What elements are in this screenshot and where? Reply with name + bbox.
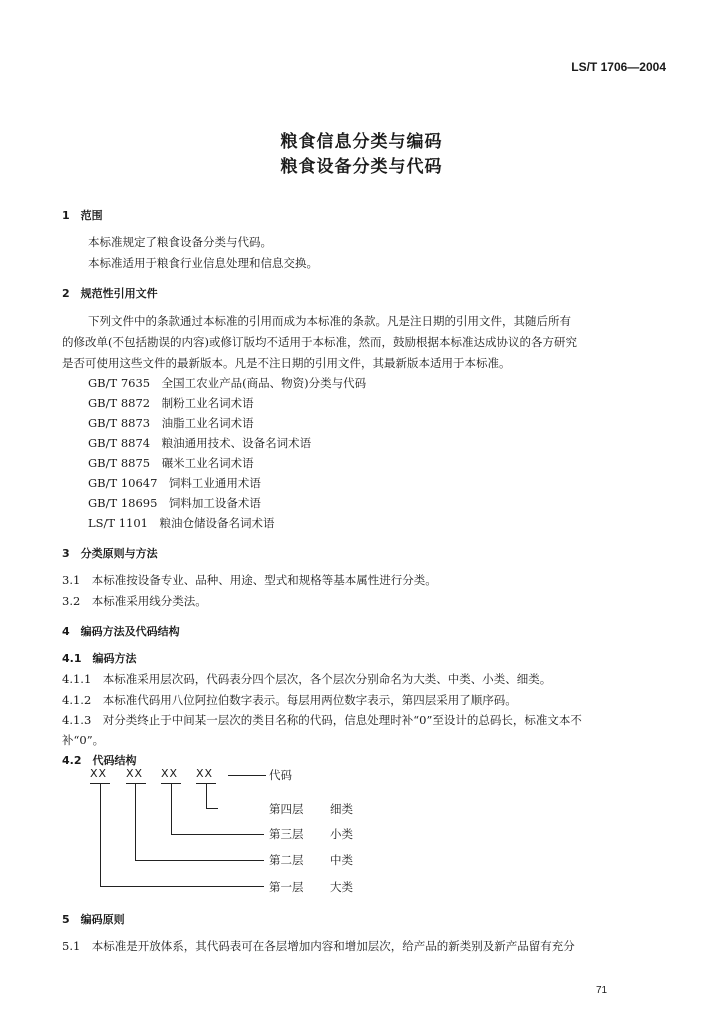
- section-4-heading: 4 编码方法及代码结构: [62, 625, 180, 638]
- clause-4-1-2: 4.1.2 本标准代码用八位阿拉伯数字表示。每层用两位数字表示，第四层采用了顺序码。: [62, 693, 517, 707]
- reference-item: GB/T 10647 饲料工业通用术语: [88, 476, 261, 490]
- level-4-name: 细类: [330, 802, 353, 816]
- clause-4-2-heading: 4.2 代码结构: [62, 754, 137, 767]
- clause-5-1: 5.1 本标准是开放体系，其代码表可在各层增加内容和增加层次，给产品的新类别及新产品留有充分: [62, 939, 575, 953]
- reference-item: GB/T 8874 粮油通用技术、设备名词术语: [88, 436, 312, 450]
- code-digits-level-1: XX: [90, 767, 108, 780]
- level-4-vertical: [206, 784, 207, 808]
- code-label: 代码: [269, 768, 292, 782]
- level-4-layer: 第四层: [269, 802, 304, 816]
- section-2-paragraph-line-3: 是否可使用这些文件的最新版本。凡是不注日期的引用文件，其最新版本适用于本标准。: [62, 356, 511, 370]
- page-number: 71: [596, 985, 608, 996]
- reference-item: GB/T 18695 饲料加工设备术语: [88, 496, 261, 510]
- clause-4-1-3-line-1: 4.1.3 对分类终止于中间某一层次的类目名称的代码，信息处理时补“0”至设计的总码长，标准文本不: [62, 713, 582, 727]
- code-digits-level-3: XX: [161, 767, 179, 780]
- section-1-heading: 1 范围: [62, 209, 103, 222]
- level-1-vertical: [100, 784, 101, 886]
- level-2-horizontal: [135, 860, 264, 861]
- level-2-name: 中类: [330, 853, 353, 867]
- level-1-name: 大类: [330, 880, 353, 894]
- level-3-horizontal: [171, 834, 264, 835]
- section-3-heading: 3 分类原则与方法: [62, 547, 158, 560]
- clause-3-2: 3.2 本标准采用线分类法。: [62, 594, 207, 608]
- code-digits-level-2: XX: [126, 767, 144, 780]
- title-line-2: 粮食设备分类与代码: [280, 157, 443, 177]
- section-2-heading: 2 规范性引用文件: [62, 287, 158, 300]
- clause-4-1-heading: 4.1 编码方法: [62, 652, 137, 665]
- reference-item: GB/T 8872 制粉工业名词术语: [88, 396, 254, 410]
- section-2-paragraph-line-2: 的修改单(不包括勘误的内容)或修订版均不适用于本标准，然而，鼓励根据本标准达成协议的各方研究: [62, 335, 577, 349]
- level-4-horizontal: [206, 808, 218, 809]
- level-1-layer: 第一层: [269, 880, 304, 894]
- section-1-paragraph-2: 本标准适用于粮食行业信息处理和信息交换。: [88, 256, 318, 270]
- code-label-connector: [228, 775, 266, 776]
- standard-number: LS/T 1706—2004: [571, 60, 666, 74]
- reference-item: GB/T 8875 碾米工业名词术语: [88, 456, 254, 470]
- section-2-paragraph-line-1: 下列文件中的条款通过本标准的引用而成为本标准的条款。凡是注日期的引用文件，其随后所有: [88, 314, 571, 328]
- section-5-heading: 5 编码原则: [62, 913, 125, 926]
- level-3-vertical: [171, 784, 172, 834]
- level-2-vertical: [135, 784, 136, 860]
- section-1-paragraph-1: 本标准规定了粮食设备分类与代码。: [88, 235, 272, 249]
- level-3-layer: 第三层: [269, 827, 304, 841]
- clause-4-1-1: 4.1.1 本标准采用层次码，代码表分四个层次，各个层次分别命名为大类、中类、小类、细类。: [62, 672, 552, 686]
- code-digits-level-4: XX: [196, 767, 214, 780]
- underline-level-2: [126, 783, 146, 784]
- level-1-horizontal: [100, 886, 264, 887]
- reference-item: GB/T 8873 油脂工业名词术语: [88, 416, 254, 430]
- clause-4-1-3-line-2: 补“0”。: [62, 733, 105, 747]
- level-3-name: 小类: [330, 827, 353, 841]
- title-line-1: 粮食信息分类与编码: [280, 132, 443, 152]
- reference-item: GB/T 7635 全国工农业产品(商品、物资)分类与代码: [88, 376, 367, 390]
- level-2-layer: 第二层: [269, 853, 304, 867]
- clause-3-1: 3.1 本标准按设备专业、品种、用途、型式和规格等基本属性进行分类。: [62, 573, 437, 587]
- reference-item: LS/T 1101 粮油仓储设备名词术语: [88, 516, 275, 530]
